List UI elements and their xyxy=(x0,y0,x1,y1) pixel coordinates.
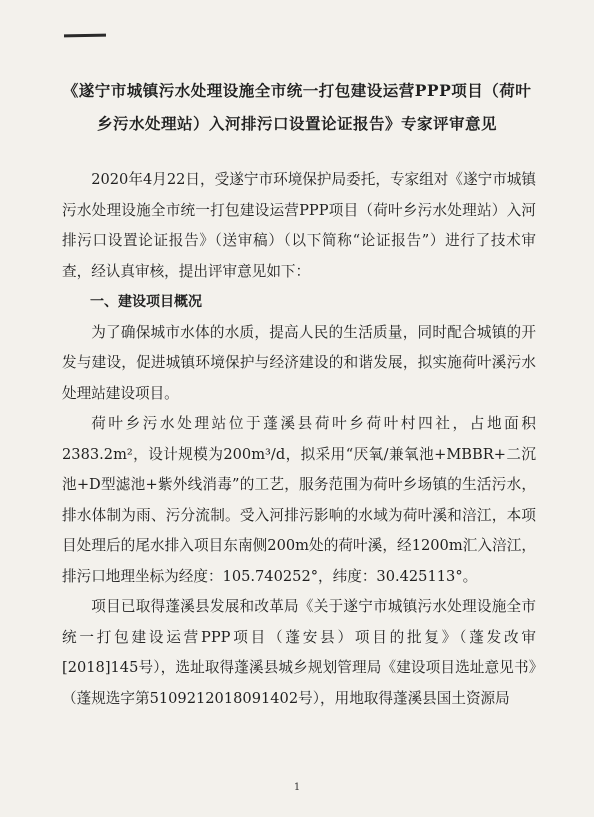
document-body xyxy=(62,165,536,714)
section-heading: 一、建设项目概况 xyxy=(90,294,202,310)
document-title: 《遂宁市城镇污水处理设施全市统一打包建设运营PPP项目（荷叶乡污水处理站）入河排污口设置论证报告》专家评审意见 xyxy=(62,81,532,133)
approval-paragraph: 项目已取得蓬溪县发展和改革局《关于遂宁市城镇污水处理设施全市统一打包建设运营PPP项目（蓬安县）项目的批复》（蓬发改审[2018]145号），选址取得蓬溪县城乡规划管理局《建设项目选址意见书》（蓬规选字第5109212018091402号），用地取得蓬溪县国土资源局 xyxy=(62,598,536,707)
page-number: 1 xyxy=(293,782,301,793)
station-paragraph: 荷叶乡污水处理站位于蓬溪县荷叶乡荷叶村四社，占地面积2383.2m²，设计规模为200m³/d，拟采用“厌氧/兼氧池+MBBR+二沉池+D型滤池+紫外线消毒”的工艺，服务范围为荷叶乡场镇的生活污水，排水体制为雨、污分流制。受入河排污影响的水域为荷叶溪和涪江，本项目处理后的尾水排入项目东南侧200m处的荷叶溪，经1200m汇入涪江，排污口地理坐标为经度：105.740252°，纬度：30.425113°。 xyxy=(62,415,536,585)
intro-paragraph: 2020年4月22日，受遂宁市环境保护局委托，专家组对《遂宁市城镇污水处理设施全市统一打包建设运营PPP项目（荷叶乡污水处理站）入河排污口设置论证报告》（送审稿）（以下简称“论证报告”）进行了技术审查，经认真审核，提出评审意见如下： xyxy=(62,171,536,280)
scan-mark xyxy=(64,34,106,38)
purpose-paragraph: 为了确保城市水体的水质，提高人民的生活质量，同时配合城镇的开发与建设，促进城镇环境保护与经济建设的和谐发展，拟实施荷叶溪污水处理站建设项目。 xyxy=(62,323,536,402)
